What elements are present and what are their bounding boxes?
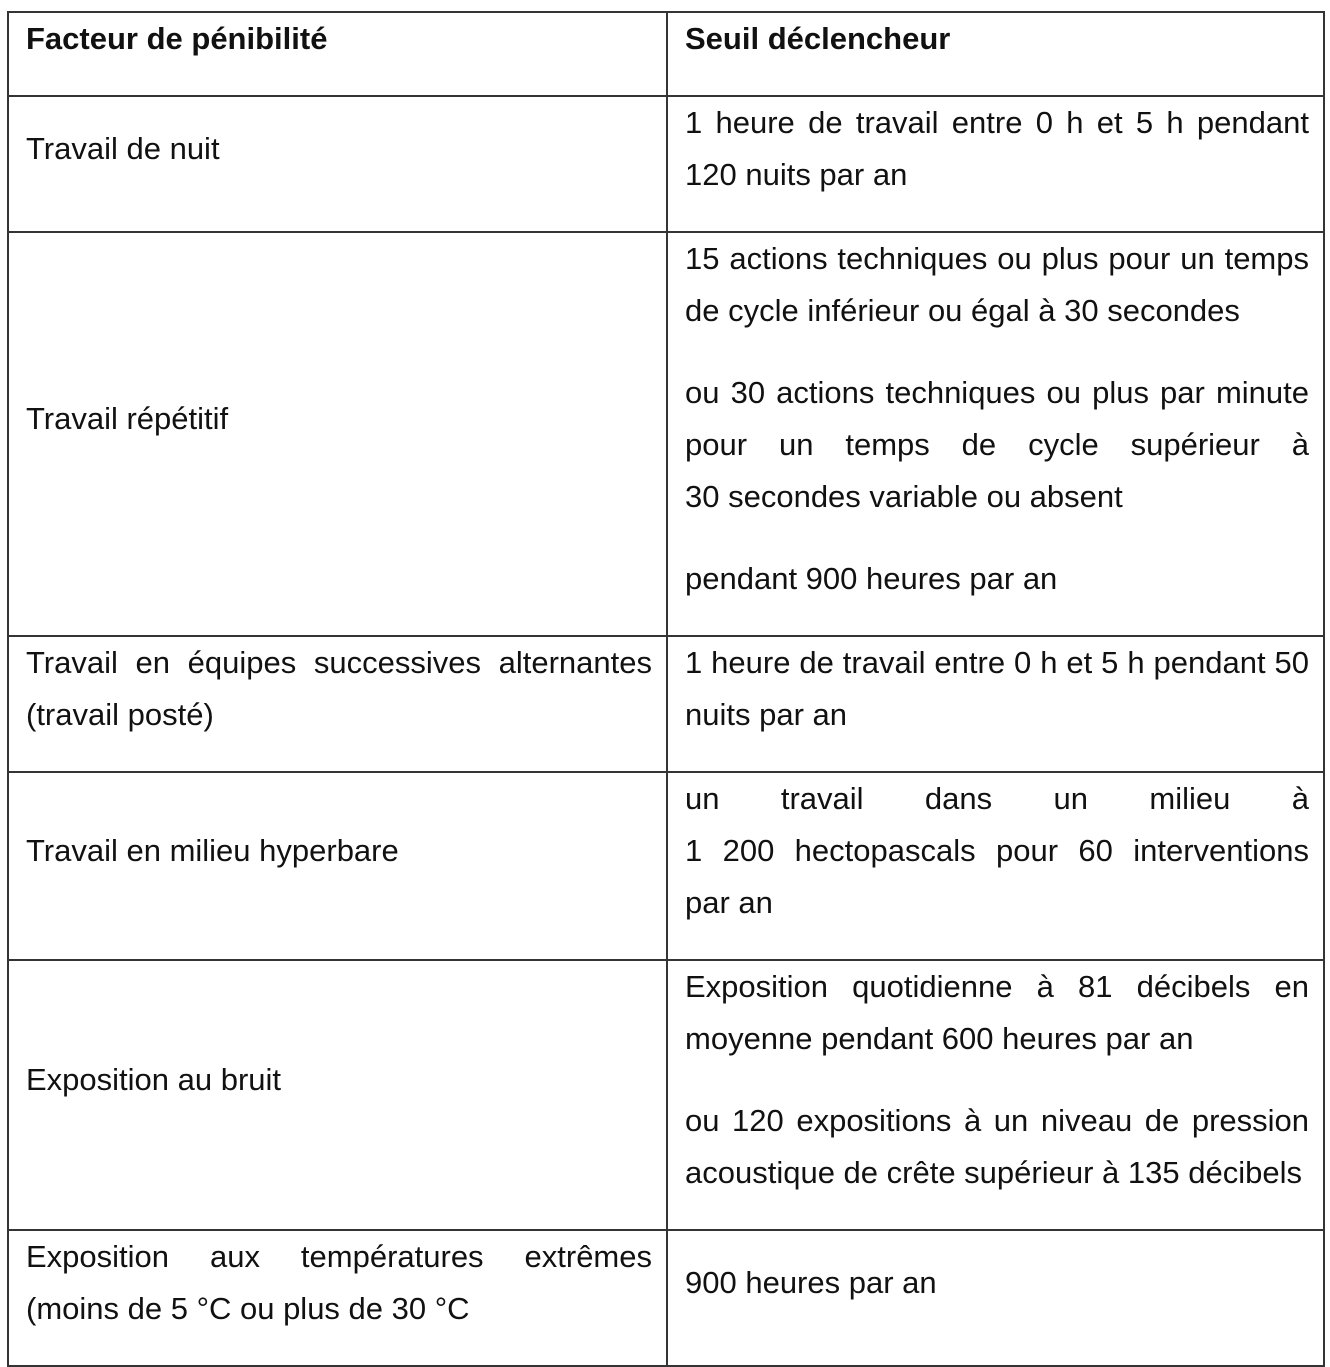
cell-paragraph: Exposition au bruit	[26, 1062, 282, 1097]
header-cell-threshold	[667, 12, 1324, 96]
cell-paragraph: 1 heure de travail entre 0 h et 5 h pendant 120 nuits par an	[685, 105, 1309, 192]
threshold-cell	[667, 772, 1324, 960]
table-row	[8, 772, 1324, 960]
cell-paragraph: 15 actions techniques ou plus pour un temps de cycle inférieur ou égal à 30 secondes	[685, 241, 1309, 328]
cell-paragraph: Exposition quotidienne à 81 décibels en moyenne pendant 600 heures par an	[685, 969, 1309, 1056]
table-row	[8, 96, 1324, 232]
threshold-cell	[667, 1230, 1324, 1366]
penibilite-table	[7, 11, 1325, 1367]
cell-paragraph: Travail en milieu hyperbare	[26, 833, 399, 868]
factor-cell	[8, 1230, 667, 1366]
cell-paragraph: Travail de nuit	[26, 131, 220, 166]
header-threshold-label: Seuil déclencheur	[685, 21, 951, 56]
factor-cell	[8, 772, 667, 960]
cell-paragraph: ou 120 expositions à un niveau de pression acoustique de crête supérieur à 135 décibels	[685, 1103, 1309, 1190]
table-header-row	[8, 12, 1324, 96]
table-row	[8, 636, 1324, 772]
cell-paragraph: Travail répétitif	[26, 401, 229, 436]
factor-cell	[8, 232, 667, 636]
table-row	[8, 232, 1324, 636]
threshold-cell	[667, 960, 1324, 1230]
threshold-cell	[667, 96, 1324, 232]
table-row	[8, 960, 1324, 1230]
header-factor-label: Facteur de pénibilité	[26, 21, 328, 56]
factor-cell	[8, 960, 667, 1230]
factor-cell	[8, 96, 667, 232]
cell-paragraph: 1 heure de travail entre 0 h et 5 h pendant 50 nuits par an	[685, 645, 1309, 732]
cell-paragraph: ou 30 actions techniques ou plus par minute pour un temps de cycle supérieur à 30 secondes variable ou absent	[685, 375, 1309, 514]
cell-paragraph: un travail dans un milieu à 1 200 hectopascals pour 60 interventions par an	[685, 781, 1309, 920]
cell-paragraph: Travail en équipes successives alternantes (travail posté)	[26, 645, 652, 732]
cell-paragraph: 900 heures par an	[685, 1265, 937, 1300]
cell-paragraph: pendant 900 heures par an	[685, 561, 1058, 596]
threshold-cell	[667, 232, 1324, 636]
cell-paragraph: Exposition aux températures extrêmes (moins de 5 °C ou plus de 30 °C	[26, 1239, 652, 1326]
factor-cell	[8, 636, 667, 772]
header-cell-factor	[8, 12, 667, 96]
threshold-cell	[667, 636, 1324, 772]
table-row	[8, 1230, 1324, 1366]
